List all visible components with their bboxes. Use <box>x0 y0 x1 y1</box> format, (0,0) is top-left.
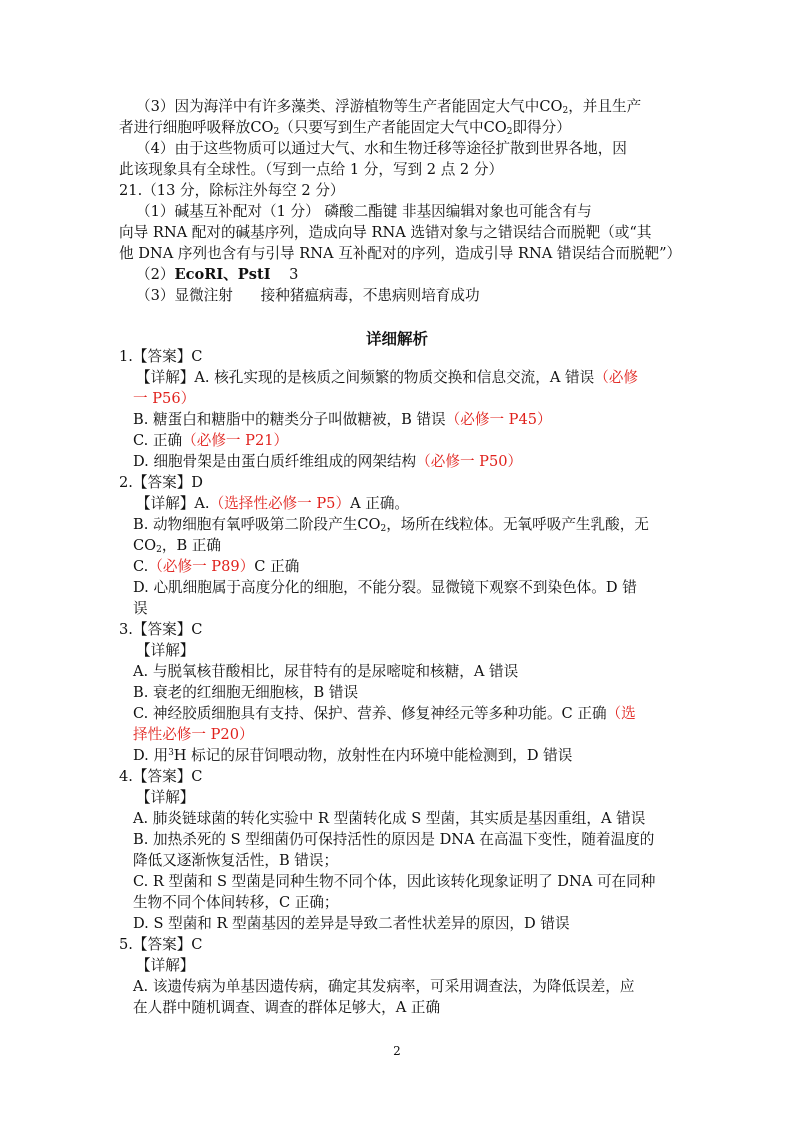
q3-detail-a: A. 与脱氧核苷酸相比，尿苷特有的是尿嘧啶和核糖，A 错误 <box>133 663 519 680</box>
answer-21-2: （2）EcoRⅠ、PstⅠ 3 <box>136 266 299 283</box>
q1-detail-c: C. 正确（必修一 P21） <box>133 432 289 449</box>
q5-detail-a: A. 该遗传病为单基因遗传病，确定其发病率，可采用调查法，为降低误差，应 <box>133 978 635 995</box>
q4-detail-c2: 生物不同个体间转移，C 正确； <box>133 894 339 911</box>
q3-detail-c: C. 神经胶质细胞具有支持、保护、营养、修复神经元等多种功能。C 正确（选 <box>133 705 636 722</box>
q1-detail-a-ref: 一 P56） <box>133 390 196 407</box>
answer-21-1-line2: 向导 RNA 配对的碱基序列，造成向导 RNA 选错对象与之错误结合而脱靶（或“其 <box>119 224 652 241</box>
q2-detail-c: C.（必修一 P89）C 正确 <box>133 558 300 575</box>
q3-answer: 3.【答案】C <box>119 621 203 638</box>
q1-answer: 1.【答案】C <box>119 348 203 365</box>
q5-detail: 【详解】 <box>136 957 195 974</box>
q4-detail-b: B. 加热杀死的 S 型细菌仍可保持活性的原因是 DNA 在高温下变性，随着温度的 <box>133 831 655 848</box>
section-title: 详细解析 <box>365 329 428 348</box>
answer-20-4-line2: 此该现象具有全球性。（写到一点给 1 分，写到 2 点 2 分） <box>119 161 504 178</box>
q4-detail-c: C. R 型菌和 S 型菌是同种生物不同个体，因此该转化现象证明了 DNA 可在同种 <box>133 873 656 890</box>
q2-detail-b: B. 动物细胞有氧呼吸第二阶段产生$CO_2$，场所在线粒体。无氧呼吸产生乳酸，无 <box>133 516 649 534</box>
answer-21-3: （3）显微注射 接种猪瘟病毒，不患病则培育成功 <box>136 287 480 304</box>
answer-20-3-line1: （3）因为海洋中有许多藻类、浮游植物等生产者能固定大气中$CO_2$，并且生产 <box>136 98 642 116</box>
q1-detail-b: B. 糖蛋白和糖脂中的糖类分子叫做糖被，B 错误（必修一 P45） <box>133 411 552 428</box>
q5-detail-a2: 在人群中随机调查、调查的群体足够大，A 正确 <box>133 999 441 1016</box>
q5-answer: 5.【答案】C <box>119 936 203 953</box>
q3-detail: 【详解】 <box>136 642 195 659</box>
q3-detail-d: D. 用$^3$H 标记的尿苷饲喂动物，放射性在内环境中能检测到，D 错误 <box>133 747 573 764</box>
q2-detail-d2: 误 <box>133 600 148 617</box>
question-21-header: 21.（13 分，除标注外每空 2 分） <box>119 182 345 199</box>
q4-detail-a: A. 肺炎链球菌的转化实验中 R 型菌转化成 S 型菌，其实质是基因重组，A 错误 <box>133 810 646 827</box>
q3-detail-c-ref: 择性必修一 P20） <box>133 726 254 743</box>
q4-detail: 【详解】 <box>136 789 195 806</box>
q3-detail-b: B. 衰老的红细胞无细胞核，B 错误 <box>133 684 359 701</box>
q1-detail-a: 【详解】A. 核孔实现的是核质之间频繁的物质交换和信息交流，A 错误（必修 <box>136 369 639 386</box>
q1-detail-d: D. 细胞骨架是由蛋白质纤维组成的网架结构（必修一 P50） <box>133 453 523 470</box>
q2-detail-b2: $CO_2$，B 正确 <box>133 537 222 555</box>
q4-detail-b2: 降低又逐渐恢复活性，B 错误； <box>133 852 339 869</box>
page-number: 2 <box>393 1044 401 1058</box>
answer-20-3-line2: 者进行细胞呼吸释放$CO_2$（只要写到生产者能固定大气中$CO_2$即得分） <box>119 119 571 137</box>
q4-answer: 4.【答案】C <box>119 768 203 785</box>
answer-20-4-line1: （4）由于这些物质可以通过大气、水和生物迁移等途径扩散到世界各地，因 <box>136 140 627 157</box>
q2-detail-a: 【详解】A.（选择性必修一 P5）A 正确。 <box>136 495 410 512</box>
q4-detail-d: D. S 型菌和 R 型菌基因的差异是导致二者性状差异的原因，D 错误 <box>133 915 570 932</box>
q2-answer: 2.【答案】D <box>119 474 203 491</box>
answer-21-1-line1: （1）碱基互补配对（1 分） 磷酸二酯键 非基因编辑对象也可能含有与 <box>136 203 592 220</box>
answer-21-1-line3: 他 DNA 序列也含有与引导 RNA 互补配对的序列，造成引导 RNA 错误结合而脱靶”） <box>119 245 682 262</box>
q2-detail-d: D. 心肌细胞属于高度分化的细胞，不能分裂。显微镜下观察不到染色体。D 错 <box>133 579 637 596</box>
